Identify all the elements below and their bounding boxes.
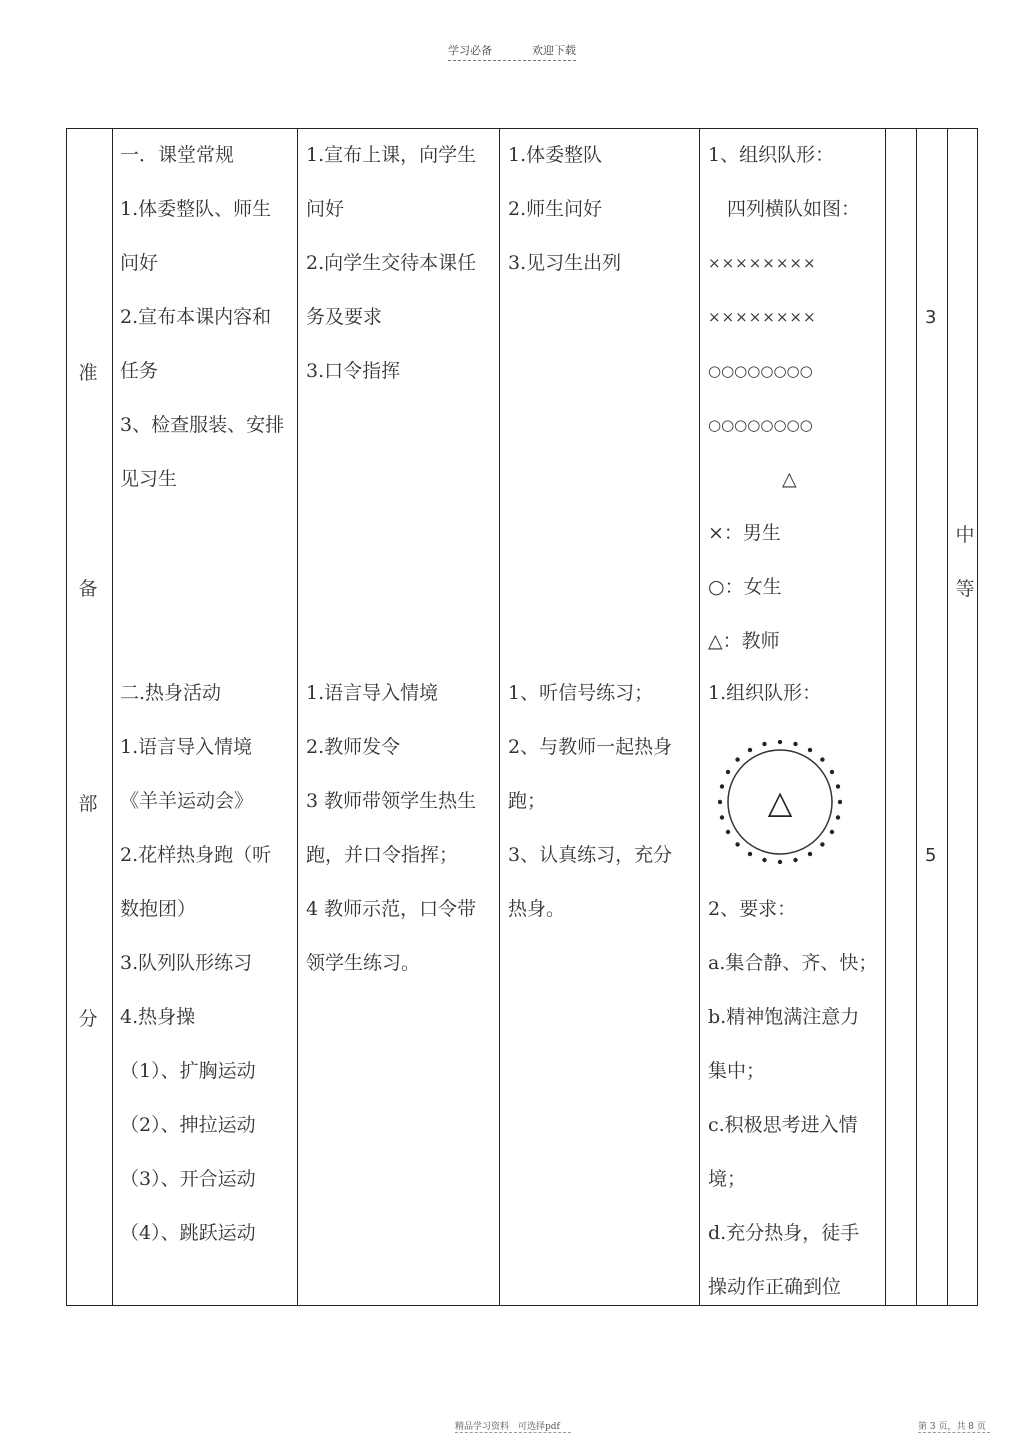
content-line: 1.体委整队、师生	[120, 198, 272, 220]
student-dot	[838, 800, 842, 804]
teacher-line: 3.口令指挥	[306, 360, 401, 382]
footer-middle: 可选择pdf	[518, 1422, 560, 1432]
teacher-line: 2.教师发令	[306, 736, 401, 758]
column-divider	[499, 128, 500, 1306]
student-line: 3.见习生出列	[508, 252, 622, 274]
organization-line: 集中；	[708, 1060, 766, 1082]
page-header	[448, 42, 576, 58]
organization-line: 境；	[708, 1168, 747, 1190]
organization-line: c.积极思考进入情	[708, 1114, 858, 1136]
student-dot	[820, 757, 824, 761]
organization-line: 四列横队如图：	[708, 198, 861, 220]
teacher-triangle: △	[767, 783, 793, 821]
student-dot	[778, 740, 782, 744]
organization-line: d.充分热身，徒手	[708, 1222, 860, 1244]
row1-student	[508, 128, 621, 290]
student-dot	[720, 815, 724, 819]
student-dot	[820, 842, 824, 846]
organization-line: a.集合静、齐、快；	[708, 952, 878, 974]
footer-divider	[918, 1432, 990, 1433]
teacher-line: 3 教师带领学生热生	[306, 790, 477, 812]
student-line: 热身。	[508, 898, 566, 920]
student-dot	[718, 800, 722, 804]
student-dot	[836, 784, 840, 788]
student-dot	[726, 770, 730, 774]
teacher-line: 1.语言导入情境	[306, 682, 439, 704]
footer-left: 精品学习资料	[455, 1422, 510, 1432]
formation-row-boys: ××××××××	[708, 254, 817, 272]
row2-student	[508, 666, 672, 936]
legend-teacher: △：教师	[708, 630, 780, 652]
student-dot	[748, 852, 752, 856]
student-dot	[762, 742, 766, 746]
content-line: 3.队列队形练习	[120, 952, 253, 974]
student-line: 1、听信号练习；	[508, 682, 654, 704]
organization-line: 1.组织队形：	[708, 682, 822, 704]
content-line: （3）、开合运动	[120, 1168, 256, 1190]
student-dot	[762, 858, 766, 862]
student-dot	[748, 748, 752, 752]
row2-requirements	[708, 882, 877, 1314]
row1-content	[120, 128, 284, 506]
column-divider	[947, 128, 948, 1306]
teacher-line: 跑，并口令指挥；	[306, 844, 459, 866]
student-line: 1.体委整队	[508, 144, 603, 166]
student-line: 跑；	[508, 790, 547, 812]
content-line: 数抱团）	[120, 898, 197, 920]
student-dot	[778, 860, 782, 864]
column-divider	[699, 128, 700, 1306]
formation-teacher-marker: △	[782, 468, 797, 490]
organization-line: b.精神饱满注意力	[708, 1006, 860, 1028]
content-line: 二.热身活动	[120, 682, 222, 704]
row1-teacher	[306, 128, 476, 398]
content-line: 问好	[120, 252, 159, 274]
student-dot	[836, 815, 840, 819]
content-line: （2）、抻拉运动	[120, 1114, 256, 1136]
formation-row-girls: ○○○○○○○○	[708, 416, 813, 434]
teacher-line: 4 教师示范，口令带	[306, 898, 477, 920]
student-dot	[726, 830, 730, 834]
student-dot	[808, 852, 812, 856]
content-line: 一．课堂常规	[120, 144, 235, 166]
content-line: 2.宣布本课内容和	[120, 306, 272, 328]
header-divider	[448, 60, 576, 61]
student-dot	[720, 784, 724, 788]
footer-divider	[455, 1432, 571, 1433]
row2-teacher	[306, 666, 476, 990]
student-line: 2.师生问好	[508, 198, 603, 220]
content-line: 见习生	[120, 468, 178, 490]
student-dot	[735, 842, 739, 846]
time-value: 5	[925, 845, 937, 866]
student-dot	[735, 757, 739, 761]
teacher-line: 1.宣布上课，向学生	[306, 144, 477, 166]
header-left: 学习必备	[448, 44, 492, 57]
student-dot	[830, 830, 834, 834]
section-label-char: 备	[78, 578, 98, 600]
teacher-line: 务及要求	[306, 306, 383, 328]
section-label-char: 分	[78, 1008, 98, 1030]
teacher-line: 领学生练习。	[306, 952, 421, 974]
formation-row-girls: ○○○○○○○○	[708, 362, 813, 380]
header-right: 欢迎下载	[532, 44, 576, 57]
grade-char: 等	[955, 578, 975, 600]
organization-line: 操动作正确到位	[708, 1276, 842, 1298]
column-divider	[297, 128, 298, 1306]
column-divider	[916, 128, 917, 1306]
row2-organization-title	[708, 666, 821, 720]
content-line: 2.花样热身跑（听	[120, 844, 272, 866]
content-line: 《羊羊运动会》	[120, 790, 254, 812]
time-value: 3	[925, 307, 937, 328]
section-label-char: 部	[78, 793, 98, 815]
content-line: 4.热身操	[120, 1006, 196, 1028]
legend-girls: ○：女生	[708, 576, 782, 598]
column-divider	[885, 128, 886, 1306]
organization-line: 1、组织队形：	[708, 144, 835, 166]
organization-line: 2、要求：	[708, 898, 797, 920]
content-line: 3、检查服装、安排	[120, 414, 285, 436]
circle-formation-diagram	[718, 740, 842, 864]
teacher-line: 问好	[306, 198, 345, 220]
content-line: 1.语言导入情境	[120, 736, 253, 758]
student-line: 2、与教师一起热身	[508, 736, 673, 758]
content-line: （1）、扩胸运动	[120, 1060, 256, 1082]
row1-organization	[708, 128, 860, 668]
section-label-char: 准	[78, 362, 98, 384]
student-line: 3、认真练习，充分	[508, 844, 673, 866]
legend-boys: ×：男生	[708, 522, 781, 544]
column-divider	[112, 128, 113, 1306]
student-dot	[793, 742, 797, 746]
formation-row-boys: ××××××××	[708, 308, 817, 326]
grade-char: 中	[955, 524, 975, 546]
row2-content	[120, 666, 271, 1260]
content-line: 任务	[120, 360, 159, 382]
teacher-line: 2.向学生交待本课任	[306, 252, 477, 274]
content-line: （4）、跳跃运动	[120, 1222, 256, 1244]
student-dot	[808, 748, 812, 752]
student-dot	[830, 770, 834, 774]
footer-page-number: 第 3 页，共 8 页	[918, 1422, 986, 1432]
student-dot	[793, 858, 797, 862]
